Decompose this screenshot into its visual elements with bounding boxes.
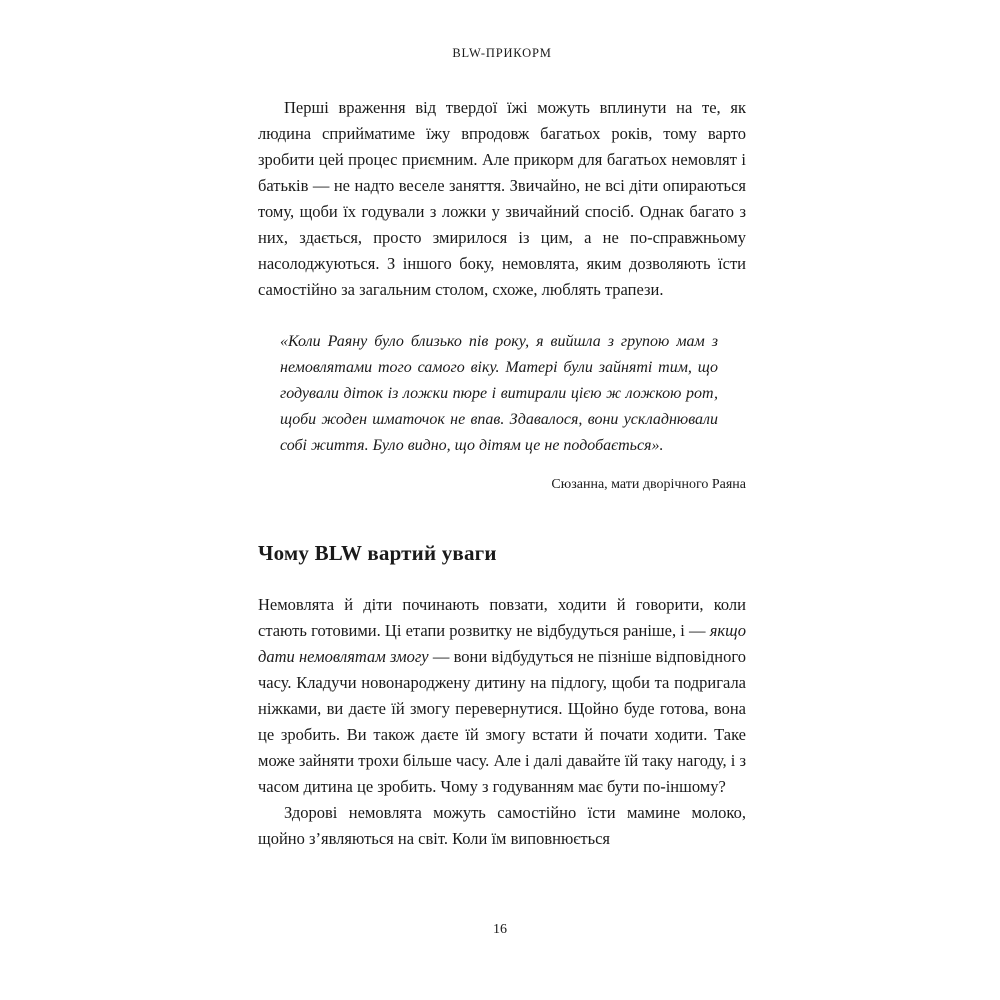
text-block (258, 46, 746, 852)
body-paragraph-2 (258, 592, 746, 800)
body-text (258, 95, 746, 852)
paragraph-2-text-continued: — вони відбудуться не пізніше відповідного часу. Кладучи новонароджену дитину на підлогу, щоби та подригала ніжками, ви даєте їй змогу перевернутися. Щойно буде готова, вона це зробить. Ви також даєте їй змогу встати й почати ходити. Таке може зайняти трохи більше часу. Але і далі давайте їй таку нагоду, і з часом дитина це зробить. Чому з годуванням має бути по-іншому? (258, 647, 746, 796)
running-head: BLW-ПРИКОРМ (452, 46, 552, 60)
page-number: 16 (493, 922, 507, 937)
block-quote: «Коли Раяну було близько пів року, я вийшла з групою мам з немовлятами того самого віку. Матері були зайняті тим, що годували діток із ложки пюре і витирали цією ж ложкою рот, щоби жоден шматочок не впав. Здавалося, вони ускладнювали собі життя. Було видно, що дітям це не подобається». (280, 333, 718, 454)
quote-attribution: Сюзанна, мати дворічного Раяна (551, 477, 746, 492)
section-heading: Чому BLW вартий уваги (258, 541, 497, 565)
body-paragraph-3: Здорові немовлята можуть самостійно їсти мамине молоко, щойно з’являються на світ. Коли їм виповнюється (258, 803, 746, 848)
body-paragraph-1: Перші враження від твердої їжі можуть вплинути на те, як людина сприйматиме їжу впродовж багатьох років, тому варто зробити цей процес приємним. Але прикорм для багатьох немовлят і батьків — не надто веселе заняття. Звичайно, не всі діти опираються тому, щоби їх годували з ложки у звичайний спосіб. Однак багато з них, здається, просто змирилося із цим, а не по-справжньому насолоджуються. З іншого боку, немовлята, яким дозволяють їсти самостійно за загальним столом, схоже, люблять трапези. (258, 98, 746, 299)
paragraph-2-text: Немовлята й діти починають повзати, ходити й говорити, коли стають готовими. Ці етапи розвитку не відбудуться раніше, і — (258, 595, 746, 640)
paragraph-2-italic-phrase: якщо дати немовлятам змогу (258, 621, 746, 666)
